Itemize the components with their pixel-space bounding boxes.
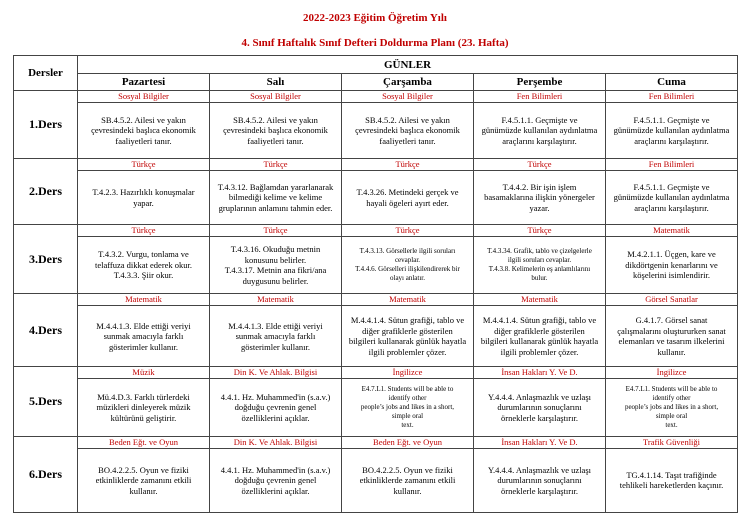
objective-line: Mü.4.D.3. Farklı türlerdeki <box>97 391 190 402</box>
lesson-row <box>14 159 738 225</box>
objective-line: gösterimler kullanır. <box>241 341 310 352</box>
objective-line: örneklerle karşılaştırır. <box>501 412 578 423</box>
plan-cell <box>342 294 474 367</box>
objective-line: tehlikeli hareketlerden kaçınır. <box>619 480 724 491</box>
lesson-number: 1.Ders <box>14 91 78 159</box>
objective-text <box>218 182 334 214</box>
plan-cell <box>210 294 342 367</box>
subject-label: Fen Bilimleri <box>606 91 737 103</box>
objective-line: SB.4.5.2. Ailesi ve yakın <box>365 114 450 125</box>
objective-line: 4.4.1. Hz. Muhammed'in (s.a.v.) <box>220 464 331 475</box>
plan-cell <box>78 225 210 294</box>
objective-line: people’s jobs and likes in a short, <box>624 402 719 411</box>
objective-line: T.4.3.17. Metnin ana fikri/ana <box>224 265 327 276</box>
objective-line: TG.4.1.14. Taşıt trafiğinde <box>626 469 717 480</box>
objective-line: etkinliklerde zamanını etkili <box>95 475 192 486</box>
plan-cell <box>210 367 342 436</box>
objective-line: simple oral <box>655 411 688 420</box>
document-title: 2022-2023 Eğitim Öğretim Yılı <box>303 12 447 24</box>
day-header: Cuma <box>606 74 738 91</box>
objective-text <box>620 470 724 491</box>
subject-label: Matematik <box>606 225 737 237</box>
objective-line: identify other <box>388 393 427 402</box>
objective-line: kullanır. <box>657 346 686 357</box>
lesson-number: 6.Ders <box>14 436 78 512</box>
lesson-row <box>14 294 738 367</box>
objective-line: kültürünü geliştirir. <box>110 412 177 423</box>
objective-line: E4.7.L1. Students will be able to <box>361 384 454 393</box>
objective-line: identify other <box>652 393 691 402</box>
objective-text <box>488 392 591 424</box>
subject-label: Din K. Ve Ahlak. Bilgisi <box>210 437 341 449</box>
objective-line: T.4.4.6. Görselleri ilişkilendirerek bir <box>355 265 460 274</box>
objective-line: günümüzde kullanılan aydınlatma <box>481 125 598 136</box>
objective-line: yapar. <box>133 197 154 208</box>
objective-line: bilgileri kullanarak günlük hayatla <box>480 336 599 347</box>
objective-line: telaffuza dikkat ederek okur. <box>94 259 193 270</box>
objective-line: araçlarını karşılaştırır. <box>634 202 709 213</box>
lesson-row <box>14 436 738 512</box>
day-header-row <box>14 74 738 91</box>
objective-line: M.4.4.1.4. Sütun grafiği, tablo ve <box>350 315 465 326</box>
objective-line: müzikleri dinleyerek müzik <box>96 402 191 413</box>
objective-text <box>349 315 466 357</box>
objective-line: sunmak amacıyla farklı <box>235 331 316 342</box>
objective-text <box>360 465 456 497</box>
objective-line: kullanır. <box>129 485 158 496</box>
objective-line: ilgili problemler çözer. <box>500 346 579 357</box>
objective-text <box>481 315 598 357</box>
objective-text <box>617 315 726 357</box>
objective-text <box>96 465 192 497</box>
objective-line: bilgileri kullanarak günlük hayatla <box>348 336 467 347</box>
subject-label: Türkçe <box>78 159 209 171</box>
objective-line: simple oral <box>391 411 424 420</box>
objective-line: E4.7.L1. Students will be able to <box>625 384 718 393</box>
subject-label: Türkçe <box>210 225 341 237</box>
plan-cell <box>342 159 474 225</box>
objective-line: M.4.2.1.1. Üçgen, kare ve <box>627 249 716 260</box>
objective-text <box>221 465 331 497</box>
subject-label: Fen Bilimleri <box>474 91 605 103</box>
plan-cell <box>342 436 474 512</box>
objective-text <box>482 115 598 147</box>
objective-line: M.4.4.1.4. Sütun grafiği, tablo ve <box>482 315 597 326</box>
objective-text <box>625 385 718 430</box>
objective-line: özelliklerini açıklar. <box>241 412 310 423</box>
plan-cell <box>474 294 606 367</box>
objective-line: SB.4.5.2. Ailesi ve yakın <box>233 114 318 125</box>
objective-line: T.4.3.12. Bağlamdan yararlanarak <box>217 181 334 192</box>
objective-line: T.4.2.3. Hazırlıklı konuşmalar <box>92 187 195 198</box>
objective-text <box>487 247 592 283</box>
plan-cell <box>78 91 210 159</box>
objective-text <box>221 392 331 424</box>
weekly-plan-table <box>13 55 738 513</box>
subject-label: İngilizce <box>342 367 473 379</box>
objective-line: T.4.3.26. Metindeki gerçek ve <box>356 187 459 198</box>
plan-cell <box>210 91 342 159</box>
objective-text <box>225 244 327 286</box>
plan-cell <box>606 159 738 225</box>
subject-label: Beden Eğt. ve Oyun <box>78 437 209 449</box>
objective-line: cevaplar. <box>394 256 421 265</box>
objective-line: F.4.5.1.1. Geçmişte ve <box>501 114 578 125</box>
objective-line: Y.4.4.4. Anlaşmazlık ve uzlaşı <box>487 391 591 402</box>
objective-text <box>614 115 730 147</box>
plan-cell <box>210 436 342 512</box>
plan-cell <box>606 367 738 436</box>
objective-text <box>91 115 196 147</box>
objective-line: çevresindeki başlıca ekonomik <box>355 125 460 136</box>
objective-text <box>228 321 322 353</box>
objective-line: duygusunu belirler. <box>242 275 309 286</box>
objective-line: T.4.3.8. Kelimelerin eş anlamlılarını <box>488 265 591 274</box>
objective-line: F.4.5.1.1. Geçmişte ve <box>633 181 710 192</box>
objective-line: gruplarının anlamını tahmin eder. <box>218 202 333 213</box>
objective-text <box>223 115 328 147</box>
objective-text <box>355 115 460 147</box>
subject-label: Din K. Ve Ahlak. Bilgisi <box>210 367 341 379</box>
plan-cell <box>474 367 606 436</box>
objective-text <box>488 465 591 497</box>
objective-line: faaliyetleri tanır. <box>115 135 172 146</box>
objective-line: SB.4.5.2. Ailesi ve yakın <box>101 114 186 125</box>
objective-line: faaliyetleri tanır. <box>379 135 436 146</box>
objective-line: olayı anlatır. <box>390 274 425 283</box>
objective-text <box>92 187 194 208</box>
day-header: Çarşamba <box>342 74 474 91</box>
objective-line: T.4.3.3. Şiir okur. <box>113 270 174 281</box>
lesson-number: 4.Ders <box>14 294 78 367</box>
objective-line: T.4.3.2. Vurgu, tonlama ve <box>98 249 189 260</box>
objective-line: etkinliklerde zamanını etkili <box>359 475 456 486</box>
subject-label: Matematik <box>342 294 473 306</box>
objective-line: M.4.4.1.3. Elde ettiği veriyi <box>96 320 191 331</box>
objective-line: örneklerle karşılaştırır. <box>501 485 578 496</box>
plan-cell <box>474 91 606 159</box>
subject-label: Türkçe <box>342 225 473 237</box>
plan-cell <box>210 159 342 225</box>
subject-label: Türkçe <box>78 225 209 237</box>
day-header: Perşembe <box>474 74 606 91</box>
objective-line: dikdörtgenin kenarlarını ve <box>625 259 718 270</box>
subject-label: Trafik Güvenliği <box>606 437 737 449</box>
objective-line: araçlarını karşılaştırır. <box>634 135 709 146</box>
subject-label: Matematik <box>78 294 209 306</box>
objective-line: G.4.1.7. Görsel sanat <box>635 315 708 326</box>
subject-label: İnsan Hakları Y. Ve D. <box>474 437 605 449</box>
lesson-rows <box>14 91 738 513</box>
subject-label: Görsel Sanatlar <box>606 294 737 306</box>
objective-line: konusunu belirler. <box>244 254 307 265</box>
subject-label: İngilizce <box>606 367 737 379</box>
objective-line: bilmediği kelime ve kelime <box>228 192 323 203</box>
objective-line: doğduğu çevrenin genel <box>234 402 317 413</box>
objective-line: diğer grafiklerle gösterilen <box>494 325 585 336</box>
objective-line: hayali ögeleri ayırt eder. <box>366 197 449 208</box>
objective-text <box>484 182 595 214</box>
plan-cell <box>78 294 210 367</box>
plan-cell <box>474 225 606 294</box>
objective-line: özelliklerini açıklar. <box>241 485 310 496</box>
objective-text <box>96 321 190 353</box>
objective-line: yazar. <box>529 202 550 213</box>
plan-cell <box>342 367 474 436</box>
day-header: Pazartesi <box>78 74 210 91</box>
objective-line: ilgili problemler çözer. <box>368 346 447 357</box>
objective-text <box>356 187 458 208</box>
objective-line: çalışmalarını oluştururken sanat <box>617 325 726 336</box>
objective-line: M.4.4.1.3. Elde ettiği veriyi <box>228 320 323 331</box>
objective-line: köşelerini isimlendirir. <box>633 270 710 281</box>
subject-label: Müzik <box>78 367 209 379</box>
plan-cell <box>474 159 606 225</box>
objective-line: durumlarının sonuçlarını <box>497 402 582 413</box>
objective-line: ilgili soruları cevaplar. <box>507 256 572 265</box>
objective-text <box>361 385 454 430</box>
objective-line: durumlarının sonuçlarını <box>497 475 582 486</box>
plan-cell <box>210 225 342 294</box>
subject-label: Türkçe <box>342 159 473 171</box>
objective-line: araçlarını karşılaştırır. <box>502 135 577 146</box>
objective-line: elemanları ve tasarım ilkelerini <box>618 336 725 347</box>
objective-line: text. <box>401 420 414 429</box>
objective-line: F.4.5.1.1. Geçmişte ve <box>633 114 710 125</box>
lesson-row <box>14 367 738 436</box>
objective-text <box>355 247 460 283</box>
objective-line: kullanır. <box>393 485 422 496</box>
objective-line: BO.4.2.2.5. Oyun ve fiziki <box>98 464 189 475</box>
objective-text <box>97 392 191 424</box>
gunler-header: GÜNLER <box>78 56 738 74</box>
objective-line: faaliyetleri tanır. <box>247 135 304 146</box>
plan-cell <box>342 91 474 159</box>
plan-cell <box>474 436 606 512</box>
objective-line: Y.4.4.4. Anlaşmazlık ve uzlaşı <box>487 464 591 475</box>
plan-cell <box>78 159 210 225</box>
plan-cell <box>606 294 738 367</box>
objective-line: bulur. <box>531 274 548 283</box>
objective-line: T.4.3.13. Görsellerle ilgili soruları <box>359 247 456 256</box>
objective-line: people’s jobs and likes in a short, <box>360 402 455 411</box>
day-header: Salı <box>210 74 342 91</box>
objective-line: T.4.4.2. Bir işin işlem <box>502 181 577 192</box>
objective-line: basamaklarına ilişkin yönergeler <box>484 192 595 203</box>
objective-line: çevresindeki başlıca ekonomik <box>223 125 328 136</box>
subject-label: Beden Eğt. ve Oyun <box>342 437 473 449</box>
objective-line: 4.4.1. Hz. Muhammed'in (s.a.v.) <box>220 391 331 402</box>
objective-text <box>614 182 730 214</box>
lesson-row <box>14 91 738 159</box>
subject-label: İnsan Hakları Y. Ve D. <box>474 367 605 379</box>
objective-line: doğduğu çevrenin genel <box>234 475 317 486</box>
subject-label: Türkçe <box>474 159 605 171</box>
plan-cell <box>606 436 738 512</box>
plan-cell <box>606 225 738 294</box>
objective-line: text. <box>665 420 678 429</box>
lesson-number: 5.Ders <box>14 367 78 436</box>
objective-line: çevresindeki başlıca ekonomik <box>91 125 196 136</box>
lesson-row <box>14 225 738 294</box>
plan-cell <box>78 367 210 436</box>
objective-line: günümüzde kullanılan aydınlatma <box>613 192 730 203</box>
lesson-number: 2.Ders <box>14 159 78 225</box>
subject-label: Matematik <box>474 294 605 306</box>
objective-line: T.4.3.16. Okuduğu metnin <box>230 244 321 255</box>
document-subtitle: 4. Sınıf Haftalık Sınıf Defteri Doldurma Planı (23. Hafta) <box>241 37 509 49</box>
subject-label: Türkçe <box>210 159 341 171</box>
subject-label: Sosyal Bilgiler <box>210 91 341 103</box>
subject-label: Fen Bilimleri <box>606 159 737 171</box>
objective-text <box>625 249 718 281</box>
lesson-number: 3.Ders <box>14 225 78 294</box>
objective-line: günümüzde kullanılan aydınlatma <box>613 125 730 136</box>
subject-label: Sosyal Bilgiler <box>342 91 473 103</box>
subject-label: Sosyal Bilgiler <box>78 91 209 103</box>
objective-line: T.4.3.34. Grafik, tablo ve çizelgelerle <box>487 247 592 256</box>
subject-label: Türkçe <box>474 225 605 237</box>
objective-line: diğer grafiklerle gösterilen <box>362 325 453 336</box>
plan-cell <box>342 225 474 294</box>
objective-line: BO.4.2.2.5. Oyun ve fiziki <box>362 464 453 475</box>
plan-cell <box>606 91 738 159</box>
plan-cell <box>78 436 210 512</box>
dersler-header: Dersler <box>14 56 78 91</box>
objective-line: sunmak amacıyla farklı <box>103 331 184 342</box>
objective-line: gösterimler kullanır. <box>109 341 178 352</box>
objective-text <box>95 249 192 281</box>
subject-label: Matematik <box>210 294 341 306</box>
